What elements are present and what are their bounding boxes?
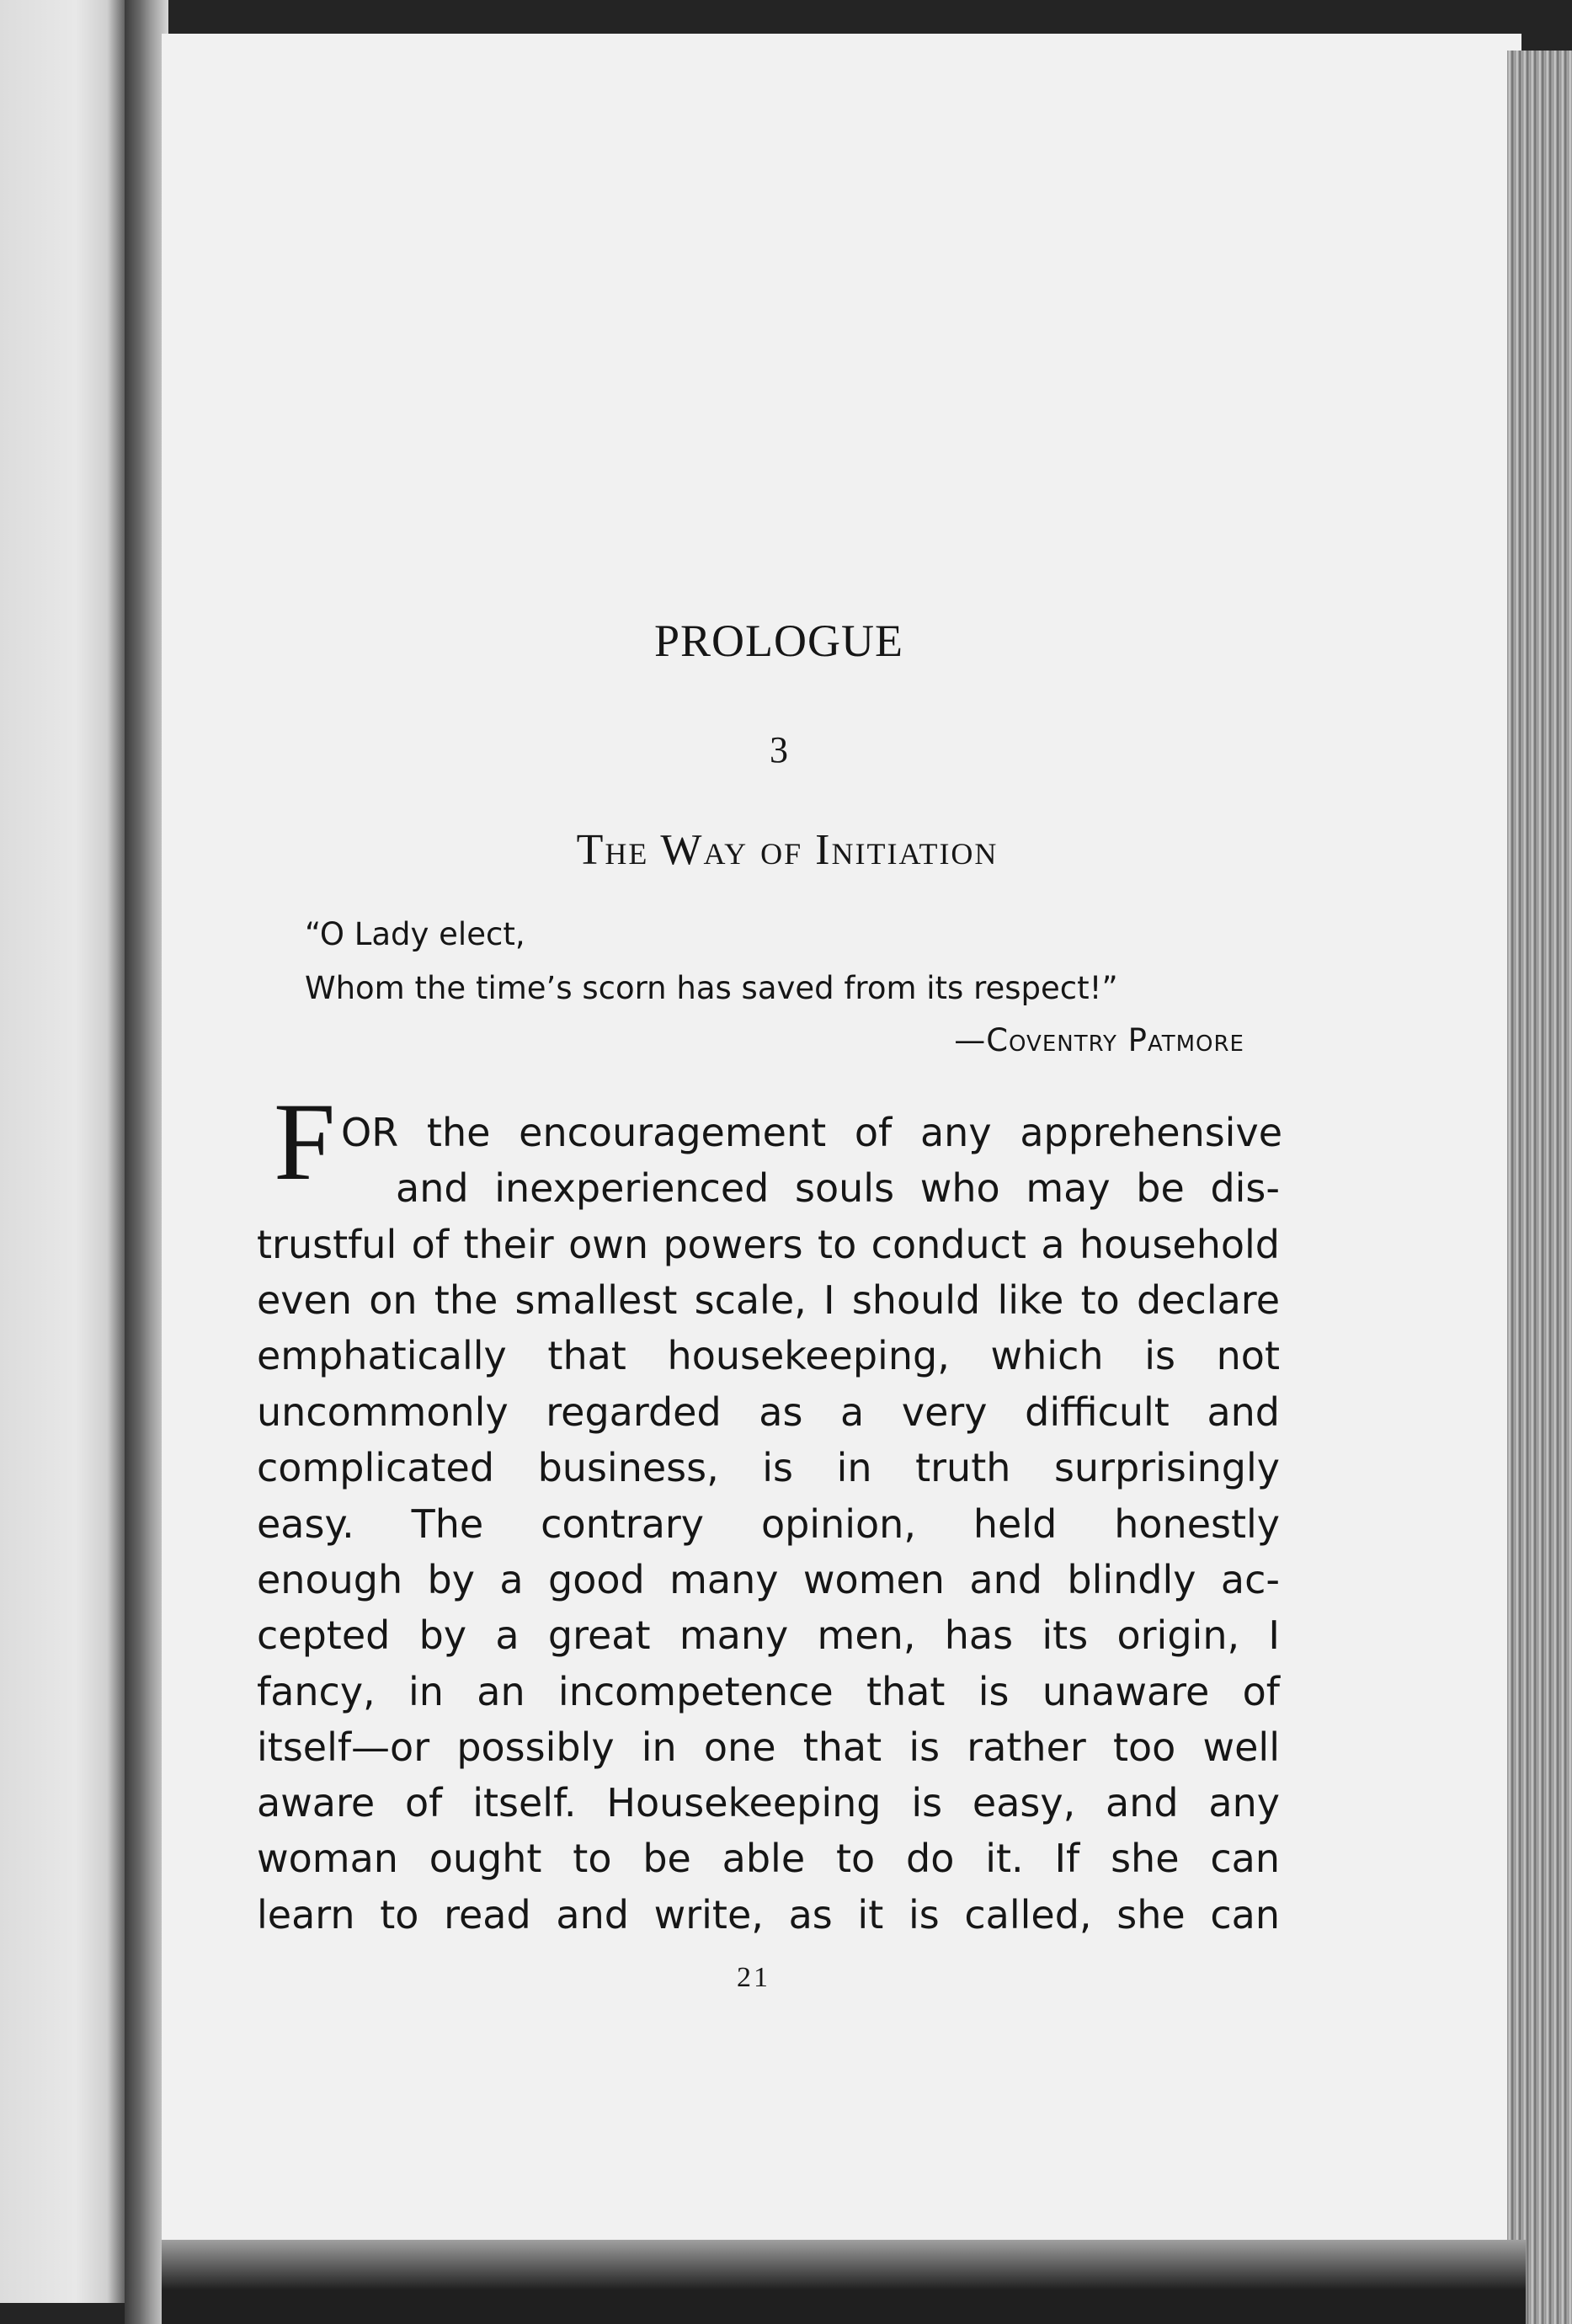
- drop-cap: F: [274, 1079, 336, 1203]
- body-line: aware of itself. Housekeeping is easy, and any: [257, 1780, 1280, 1826]
- body-line: emphatically that housekeeping, which is not: [257, 1333, 1280, 1378]
- chapter-title: The Way of Initiation: [576, 826, 999, 874]
- body-line: easy. The contrary opinion, held honestly: [257, 1501, 1280, 1547]
- page-number: 21: [737, 1962, 770, 1993]
- body-line: fancy, in an incompetence that is unaware of: [257, 1669, 1280, 1714]
- body-line: itself—or possibly in one that is rather too well: [257, 1724, 1280, 1770]
- body-line: woman ought to be able to do it. If she can: [257, 1836, 1280, 1881]
- body-line: learn to read and write, as it is called, she can: [257, 1892, 1280, 1938]
- body-line: uncommonly regarded as a very difficult and: [257, 1389, 1280, 1435]
- section-heading: PROLOGUE: [653, 616, 903, 666]
- epigraph-attribution: —Coventry Patmore: [954, 1022, 1244, 1058]
- epigraph-line-2: Whom the time’s scorn has saved from its respect!”: [305, 970, 1118, 1006]
- body-line: complicated business, is in truth surprisingly: [257, 1445, 1280, 1490]
- body-line: even on the smallest scale, I should like to declare: [257, 1277, 1280, 1323]
- epigraph-line-1: “O Lady elect,: [305, 916, 525, 952]
- body-line: OR the encouragement of any apprehensive: [341, 1110, 1282, 1155]
- body-line: trustful of their own powers to conduct a household: [257, 1222, 1280, 1267]
- body-line: and inexperienced souls who may be dis-: [396, 1165, 1280, 1211]
- body-line: cepted by a great many men, has its origin, I: [257, 1612, 1280, 1658]
- chapter-number: 3: [770, 729, 788, 770]
- body-line: enough by a good many women and blindly ac-: [257, 1557, 1280, 1602]
